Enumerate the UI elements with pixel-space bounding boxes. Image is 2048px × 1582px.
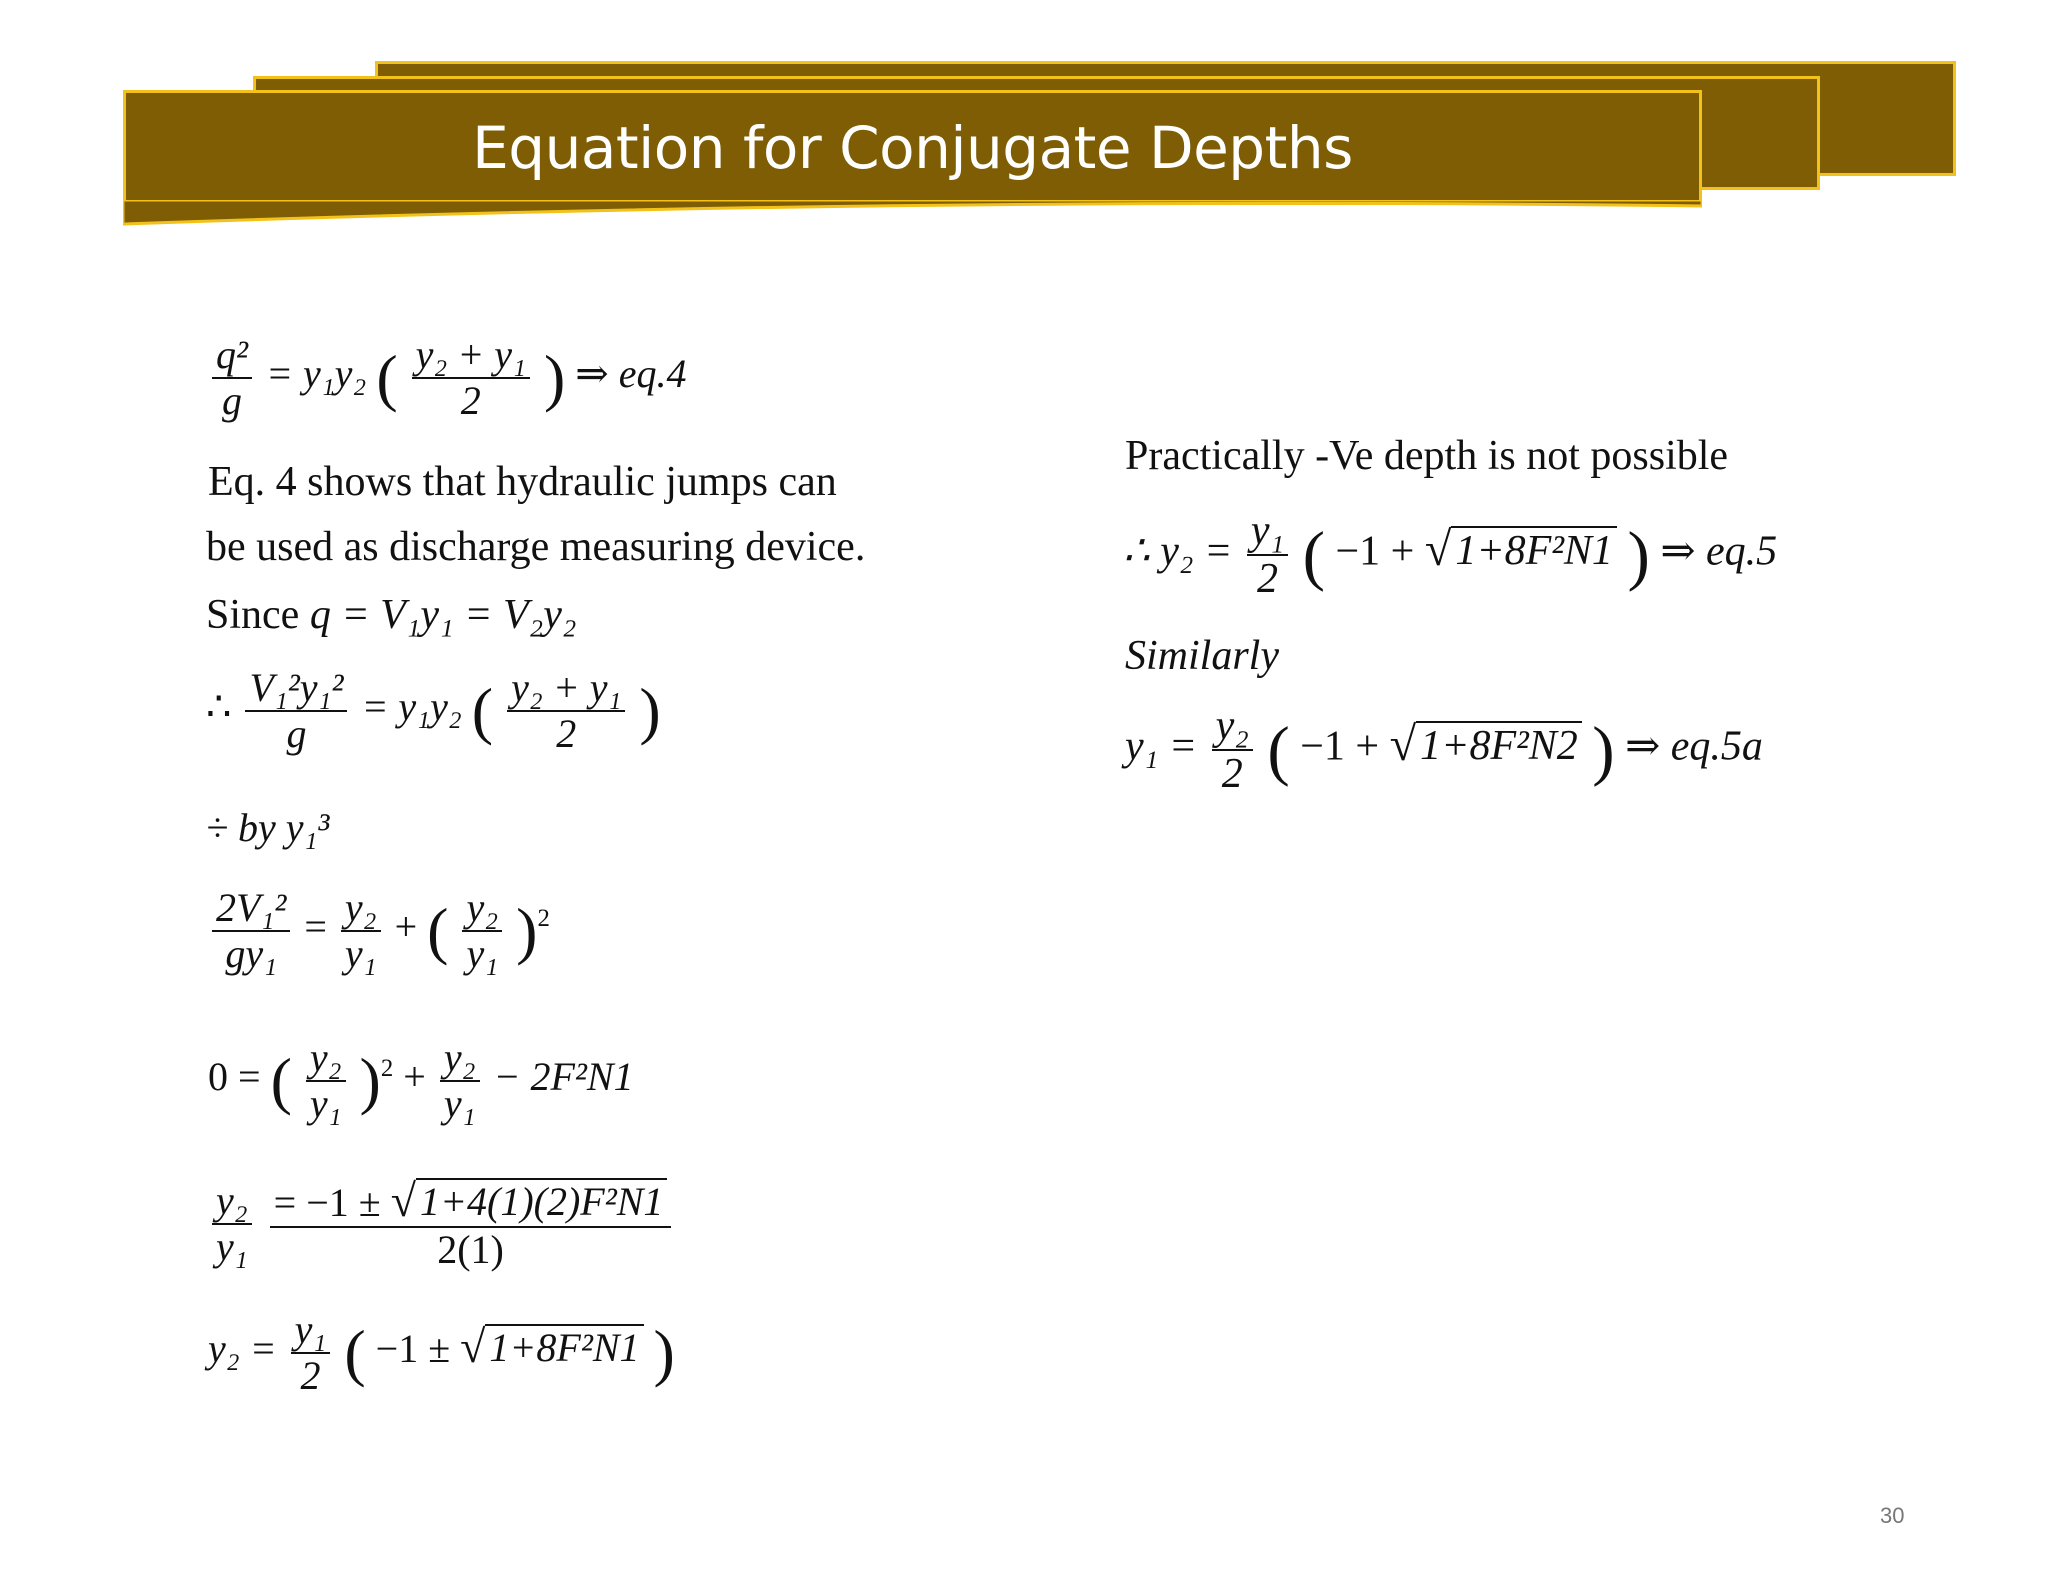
equation-5	[1123, 510, 1777, 600]
step1-rhs-fraction	[507, 665, 625, 756]
step5-lhs: y₂ =	[208, 1326, 277, 1372]
step3-term1-fraction	[306, 1035, 346, 1126]
eq5-fraction	[1247, 510, 1288, 600]
step3-close-paren: )	[359, 1045, 381, 1116]
equation-5a	[1125, 705, 1763, 795]
step1-lhs-numerator: V₁²y₁²	[245, 668, 347, 712]
practical-note: Practically -Ve depth is not possible	[1125, 433, 1729, 479]
eq4-rhs-numerator: y₂ + y₁	[412, 335, 530, 379]
step4-radicand: 1+4(1)(2)F²N1	[416, 1178, 667, 1224]
step5-close-paren: )	[653, 1317, 675, 1388]
step2-term2-numerator: y₂	[462, 888, 502, 932]
step2-lhs-fraction	[212, 885, 290, 976]
eq5a-fraction	[1212, 705, 1253, 795]
step5-denominator: 2	[300, 1353, 321, 1398]
step1-lhs-fraction	[245, 665, 347, 756]
step3-term1-numerator: y₂	[306, 1038, 346, 1082]
step4-rhs-prefix: = −1 ±	[273, 1180, 381, 1225]
step-5-equation	[208, 1307, 675, 1398]
eq5-tag: ⇒ eq.5	[1660, 528, 1778, 575]
step2-term2-fraction	[462, 885, 502, 976]
eq5-sqrt: √ 1+8F²N1	[1425, 526, 1617, 574]
eq5-close-paren: )	[1627, 517, 1650, 593]
step4-lhs-numerator: y₂	[212, 1181, 252, 1225]
eq5a-open-paren: (	[1267, 712, 1290, 788]
therefore-symbol: ∴	[206, 684, 232, 730]
eq5-lhs: ∴ y₂ =	[1123, 528, 1233, 575]
step1-open-paren: (	[471, 675, 494, 746]
eq5a-sqrt: √ 1+8F²N2	[1390, 721, 1582, 769]
since-expression: q = V₁y₁ = V₂y₂	[309, 592, 577, 638]
page-number: 30	[1880, 1503, 1905, 1528]
eq5a-denominator: 2	[1221, 751, 1243, 797]
step3-term2-fraction	[440, 1035, 480, 1126]
eq5a-middle: −1 +	[1300, 723, 1380, 770]
step4-rhs-fraction	[270, 1175, 672, 1272]
eq5a-numerator: y₂	[1212, 705, 1253, 751]
step4-lhs-denominator: y₁	[216, 1224, 248, 1269]
since-prefix: Since	[206, 592, 300, 638]
eq4-rhs-prefix: = y₁y₂	[266, 351, 367, 397]
step5-sqrt: √ 1+8F²N1	[460, 1324, 643, 1370]
eq5a-close-paren: )	[1592, 712, 1615, 788]
eq4-tag: ⇒ eq.4	[575, 351, 687, 397]
eq4-lhs-denominator: g	[222, 378, 242, 423]
step1-rhs-numerator: y₂ + y₁	[507, 668, 625, 712]
eq5-open-paren: (	[1302, 517, 1325, 593]
step5-numerator: y₁	[291, 1310, 331, 1354]
eq4-open-paren: (	[376, 342, 398, 413]
slide-title: Equation for Conjugate Depths	[472, 113, 1353, 182]
step4-sqrt: √ 1+4(1)(2)F²N1	[391, 1178, 668, 1224]
step2-term2-denominator: y₁	[466, 931, 499, 976]
eq5a-radicand: 1+8F²N2	[1416, 721, 1582, 769]
step2-close-paren: )	[516, 895, 538, 966]
step5-middle: −1 ±	[375, 1326, 451, 1372]
step-4-equation	[208, 1175, 675, 1272]
step1-close-paren: )	[639, 675, 661, 746]
eq4-lhs-fraction	[212, 332, 252, 423]
text-line-1: Eq. 4 shows that hydraulic jumps can	[208, 459, 837, 505]
step2-term1-numerator: y₂	[341, 888, 381, 932]
step5-open-paren: (	[344, 1317, 366, 1388]
eq5-middle: −1 +	[1335, 528, 1415, 575]
step1-lhs-denominator: g	[286, 711, 307, 756]
divide-line: ÷ by y₁³	[206, 805, 330, 850]
step3-term2-numerator: y₂	[440, 1038, 480, 1082]
step4-rhs-denominator: 2(1)	[437, 1227, 504, 1272]
since-line	[206, 594, 577, 636]
step-1-equation	[206, 665, 661, 756]
step1-rhs-denominator: 2	[556, 711, 577, 756]
eq4-close-paren: )	[543, 342, 566, 413]
eq5-denominator: 2	[1256, 556, 1278, 602]
step3-term2-denominator: y₁	[443, 1081, 476, 1126]
step3-open-paren: (	[270, 1045, 292, 1116]
eq4-lhs-numerator: q²	[212, 335, 252, 379]
step5-radicand: 1+8F²N1	[485, 1324, 643, 1370]
step-3-equation	[208, 1035, 634, 1126]
step4-lhs-fraction	[212, 1178, 252, 1269]
step1-rhs-prefix: = y₁y₂	[361, 684, 462, 730]
eq5a-tag: ⇒ eq.5a	[1625, 723, 1763, 770]
step5-fraction	[291, 1307, 331, 1398]
eq5-radicand: 1+8F²N1	[1451, 526, 1617, 574]
step2-plus: +	[394, 904, 418, 950]
step2-open-paren: (	[427, 895, 449, 966]
equation-4	[208, 332, 687, 423]
step2-term1-fraction	[341, 885, 381, 976]
eq5-numerator: y₁	[1247, 510, 1288, 556]
eq4-rhs-fraction	[412, 332, 530, 423]
text-line-2: be used as discharge measuring device.	[206, 524, 866, 570]
step2-term1-denominator: y₁	[344, 931, 377, 976]
step2-equals: =	[304, 904, 327, 950]
title-banner-curve	[123, 200, 1702, 234]
step3-plus: +	[403, 1054, 426, 1100]
step3-term1-denominator: y₁	[309, 1081, 342, 1126]
step3-power: 2	[380, 1054, 394, 1082]
step3-tail: − 2F²N1	[493, 1054, 634, 1100]
similarly-label: Similarly	[1125, 633, 1279, 679]
step2-lhs-numerator: 2V₁²	[212, 888, 290, 932]
eq5a-lhs: y₁ =	[1125, 723, 1198, 770]
step3-zero: 0 =	[208, 1054, 261, 1100]
eq4-rhs-denominator: 2	[460, 378, 481, 423]
step2-power: 2	[537, 904, 550, 932]
step2-lhs-denominator: gy₁	[225, 931, 277, 976]
step-2-equation	[208, 885, 550, 976]
